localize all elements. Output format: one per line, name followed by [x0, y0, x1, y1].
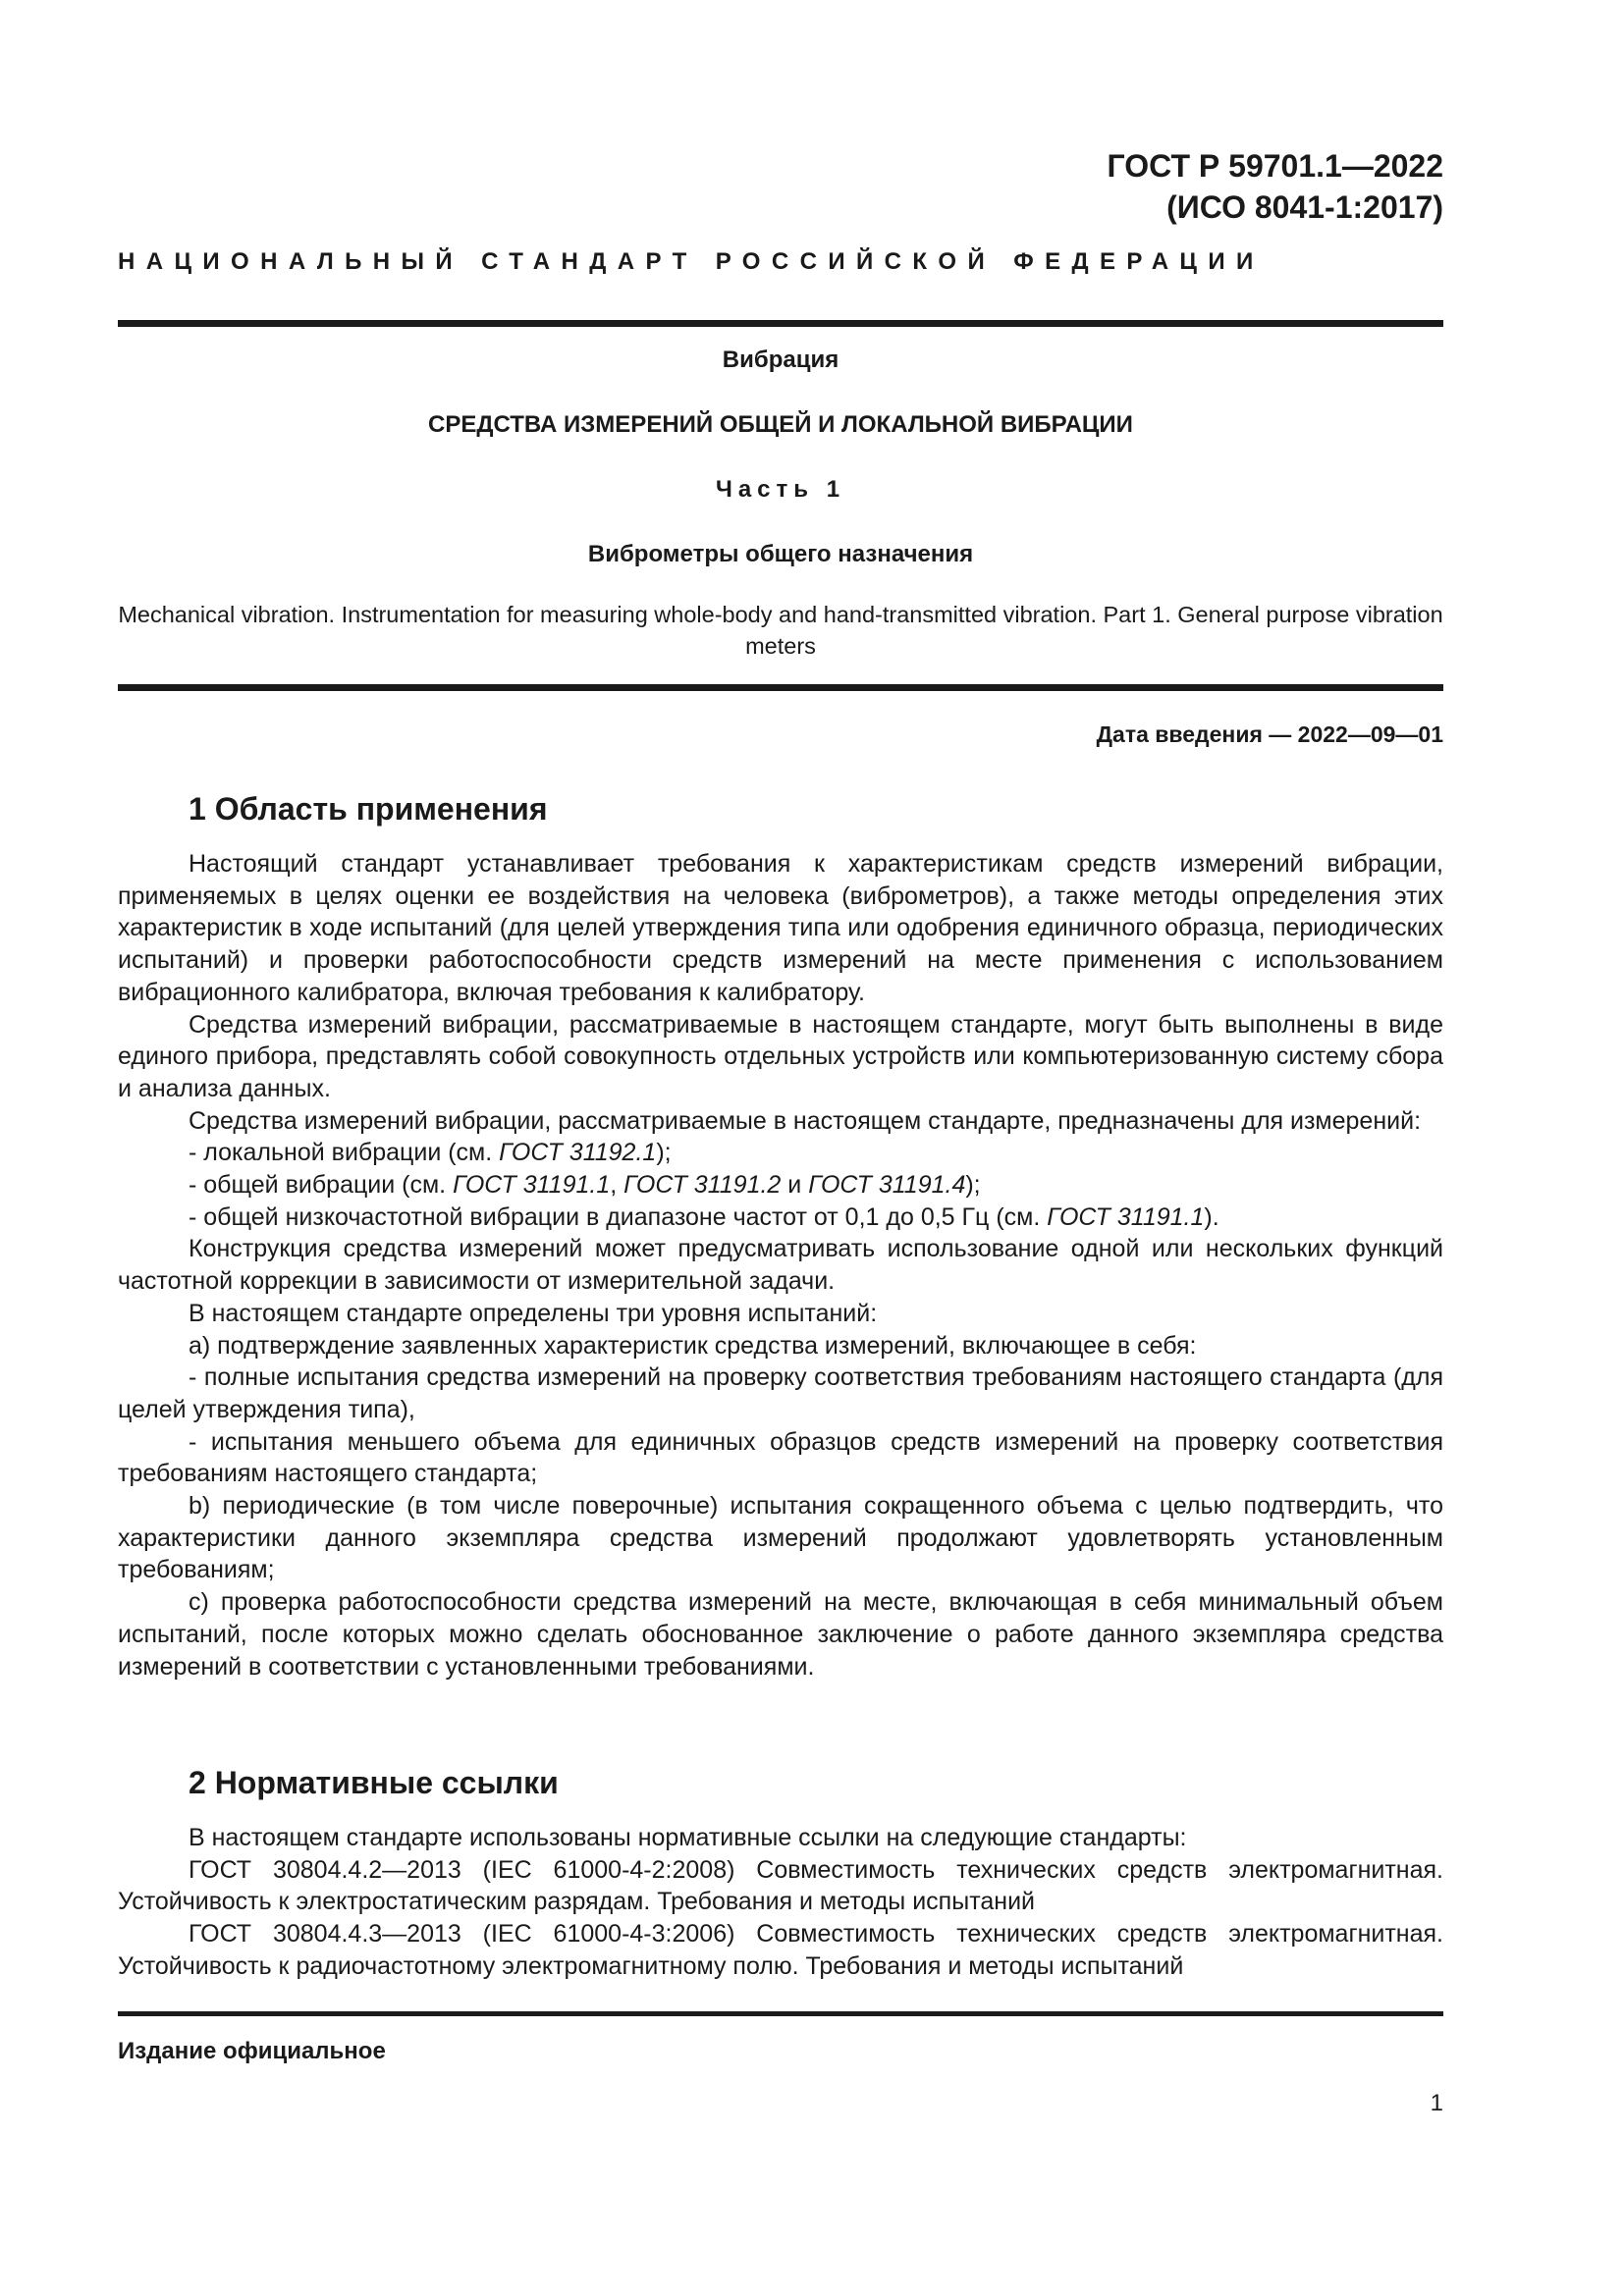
iso-code: (ИСО 8041-1:2017)	[1166, 189, 1443, 225]
title-part: Часть 1	[715, 476, 846, 503]
standard-reference: ГОСТ 31191.2	[623, 1171, 782, 1200]
list-item-text: ).	[1204, 1202, 1219, 1231]
list-item	[118, 1201, 1443, 1234]
title-topic: Вибрация	[722, 347, 839, 373]
paragraph: Средства измерений вибрации, рассматриваемые в настоящем стандарте, могут быть выполнены в виде единого прибора, представлять собой совокупность отдельных устройств или компьютеризованную систему сбора и анализа данных.	[118, 1010, 1443, 1102]
standard-reference: ГОСТ 31191.4	[808, 1171, 966, 1200]
standard-reference: ГОСТ 31192.1	[499, 1139, 657, 1167]
section-body-references	[118, 1822, 1443, 1983]
title-english: Mechanical vibration. Instrumentation for measuring whole-body and hand-transmitted vibration. Part 1. General purpose vibration meters	[118, 602, 1443, 659]
list-item-text: );	[965, 1171, 981, 1200]
paragraph: - испытания меньшего объема для единичных образцов средств измерений на проверку соответствия требованиям настоящего стандарта;	[118, 1427, 1443, 1488]
paragraph: Средства измерений вибрации, рассматриваемые в настоящем стандарте, предназначены для измерений:	[189, 1106, 1422, 1135]
title-divider	[118, 684, 1443, 691]
standard-code: ГОСТ Р 59701.1—2022	[1107, 148, 1443, 184]
title-main: СРЕДСТВА ИЗМЕРЕНИЙ ОБЩЕЙ И ЛОКАЛЬНОЙ ВИБРАЦИИ	[428, 411, 1133, 438]
paragraph: Конструкция средства измерений может предусматривать использование одной или нескольких функций частотной коррекции в зависимости от измерительной задачи.	[118, 1235, 1443, 1296]
official-edition-label: Издание официальное	[118, 2038, 386, 2064]
standard-reference: ГОСТ 31191.1	[453, 1171, 611, 1200]
paragraph: b) периодические (в том числе поверочные) испытания сокращенного объема с целью подтвердить, что характеристики данного экземпляра средства измерений продолжают удовлетворять установленным требованиям;	[118, 1492, 1443, 1584]
paragraph: В настоящем стандарте определены три уровня испытаний:	[189, 1299, 878, 1327]
paragraph: ГОСТ 30804.4.3—2013 (IEC 61000-4-3:2006) Совместимость технических средств электромагнитная. Устойчивость к радиочастотному электромагнитному полю. Требования и методы испытаний	[118, 1920, 1443, 1980]
document-page	[118, 0, 1443, 2296]
footer-divider	[118, 2011, 1443, 2016]
section-heading-references: 2 Нормативные ссылки	[189, 1765, 559, 1800]
standard-reference: ГОСТ 31191.1	[1047, 1202, 1205, 1231]
paragraph: a) подтверждение заявленных характеристик средства измерений, включающее в себя:	[189, 1331, 1197, 1360]
header-divider	[118, 320, 1443, 327]
national-standard-banner: НАЦИОНАЛЬНЫЙ СТАНДАРТ РОССИЙСКОЙ ФЕДЕРАЦИИ	[118, 248, 1265, 275]
list-item	[118, 1137, 1443, 1169]
list-item-text: и	[781, 1171, 809, 1200]
introduction-date: Дата введения — 2022—09—01	[1096, 721, 1443, 747]
title-subtitle: Виброметры общего назначения	[587, 541, 974, 567]
list-item-text: - локальной вибрации (см.	[189, 1139, 500, 1167]
paragraph: ГОСТ 30804.4.2—2013 (IEC 61000-4-2:2008) Совместимость технических средств электромагнитная. Устойчивость к электростатическим разрядам. Требования и методы испытаний	[118, 1855, 1443, 1916]
list-item-text: - общей вибрации (см.	[189, 1171, 454, 1200]
section-body-scope	[118, 848, 1443, 1682]
list-item	[118, 1169, 1443, 1201]
standard-code-block	[1108, 145, 1443, 228]
paragraph: В настоящем стандарте использованы нормативные ссылки на следующие стандарты:	[189, 1824, 1187, 1851]
section-heading-scope: 1 Область применения	[189, 791, 548, 827]
paragraph: c) проверка работоспособности средства измерений на месте, включающая в себя минимальный объем испытаний, после которых можно сделать обоснованное заключение о работе данного экземпляра средства измерений в соответствии с установленными требованиями.	[118, 1588, 1443, 1681]
paragraph: - полные испытания средства измерений на проверку соответствия требованиям настоящего стандарта (для целей утверждения типа),	[118, 1363, 1443, 1423]
page-number: 1	[1430, 2090, 1443, 2116]
paragraph: Настоящий стандарт устанавливает требования к характеристикам средств измерений вибрации, применяемых в целях оценки ее воздействия на человека (виброметров), а также методы определения этих характеристик в ходе испытаний (для целей утверждения типа или одобрения единичного образца, периодических испытаний) и проверки работоспособности средств измерений на месте применения с использованием вибрационного калибратора, включая требования к калибратору.	[118, 850, 1443, 1006]
list-item-text: ,	[610, 1171, 624, 1200]
list-item-text: );	[656, 1139, 672, 1167]
list-item-text: - общей низкочастотной вибрации в диапазоне частот от 0,1 до 0,5 Гц (см.	[189, 1202, 1048, 1231]
